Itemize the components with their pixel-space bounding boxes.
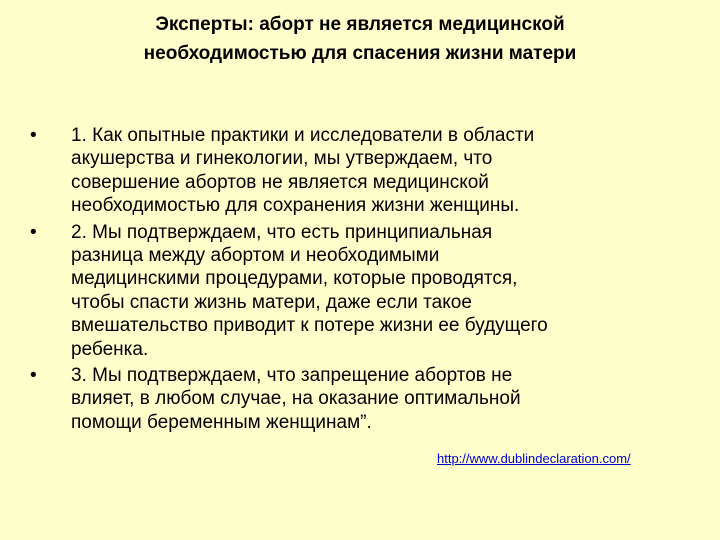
bullet-item-2 [30, 221, 700, 361]
bullet-text-line: ребенка. [71, 338, 149, 360]
bullet-text-line: влияет, в любом случае, на оказание оптимальной [71, 388, 521, 410]
bullet-text-line: необходимостью для сохранения жизни женщины. [71, 195, 520, 217]
title-line-2: необходимостью для спасения жизни матери [143, 43, 577, 64]
bullet-dot-icon: • [30, 221, 37, 243]
bullet-dot-icon: • [30, 125, 37, 146]
bullet-text-line: акушерства и гинекологии, мы утверждаем, что [71, 148, 493, 170]
source-link[interactable]: http://www.dublindeclaration.com/ [437, 451, 631, 466]
bullet-text-line: вмешательство приводит к потере жизни ее будущего [71, 315, 548, 337]
bullet-list [30, 124, 700, 437]
bullet-dot-icon: • [30, 365, 37, 387]
title-line-1: Эксперты: аборт не является медицинской [155, 14, 565, 35]
bullet-text-line: 2. Мы подтверждаем, что есть принципиальная [71, 221, 493, 243]
bullet-text-line: совершение абортов не является медицинской [71, 171, 489, 193]
bullet-text-line: 1. Как опытные практики и исследователи в области [71, 125, 535, 146]
slide-title [60, 10, 660, 68]
bullet-item-3 [30, 364, 700, 434]
bullet-text-line: разница между абортом и необходимыми [71, 245, 440, 267]
bullet-text-line: 3. Мы подтверждаем, что запрещение абортов не [71, 365, 513, 387]
bullet-text-line: чтобы спасти жизнь матери, даже если такое [71, 291, 472, 313]
bullet-item-1 [30, 124, 700, 218]
bullet-text-line: помощи беременным женщинам”. [71, 411, 372, 433]
bullet-text-line: медицинскими процедурами, которые проводятся, [71, 268, 518, 290]
